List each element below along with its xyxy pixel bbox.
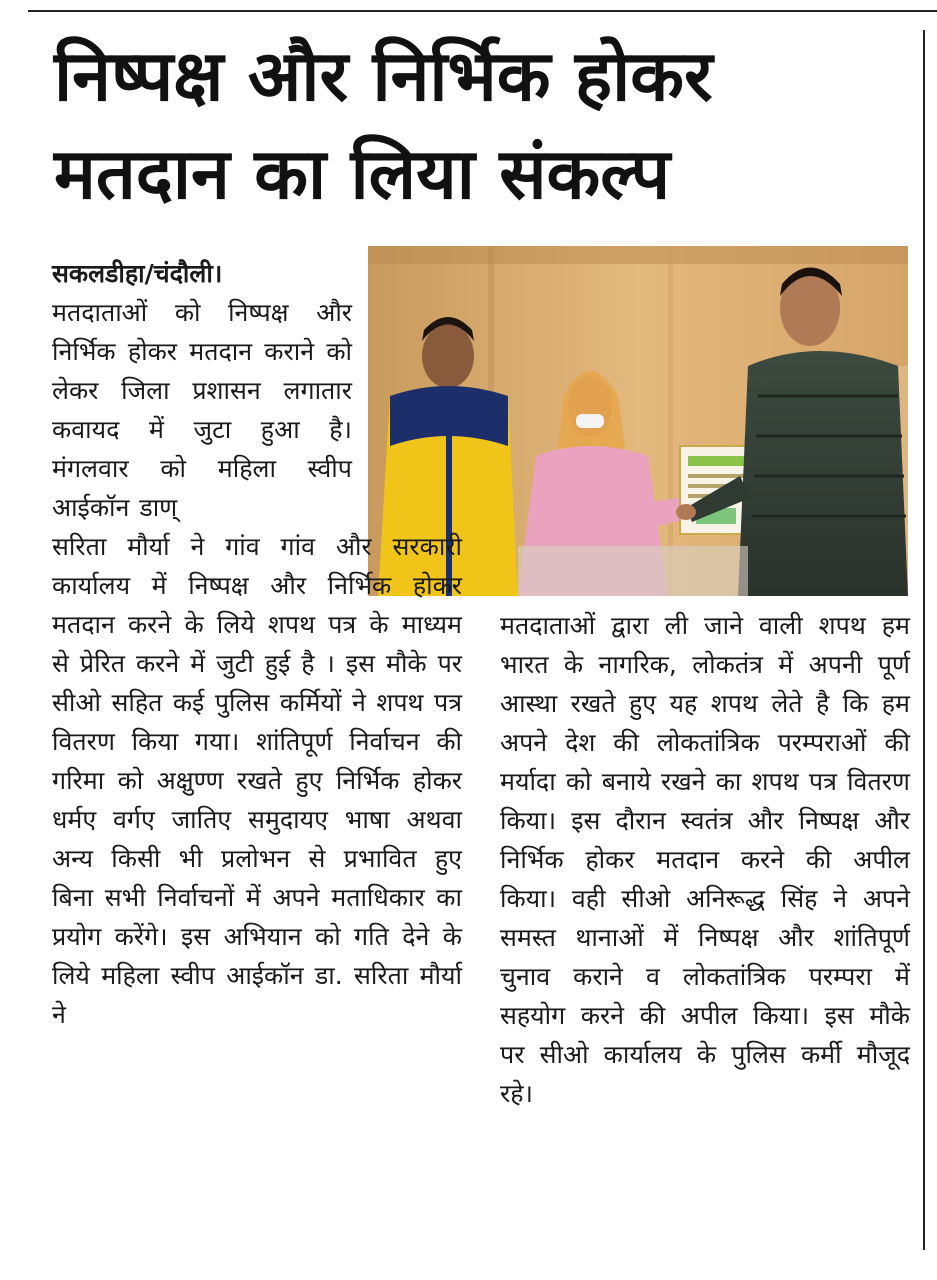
right-column-rule (923, 30, 925, 1250)
article-body-column-2: मतदाताओं द्वारा ली जाने वाली शपथ हम भारत के नागरिक, लोकतंत्र में अपनी पूर्ण आस्था रखते हुए यह शपथ लेते है कि हम अपने देश की लोकतांत्रिक परम्पराओं की मर्यादा को बनाये रखने का शपथ पत्र वितरण किया। इस दौरान स्वतंत्र और निष्पक्ष और निर्भिक होकर मतदान करने की अपील किया। वही सीओ अनिरूद्ध सिंह ने अपने समस्त थानाओं में निष्पक्ष और शांतिपूर्ण चुनाव कराने व लोकतांत्रिक परम्परा में सहयोग करने की अपील किया। इस मौके पर सीओ कार्यालय के पुलिस कर्मी मौजूद रहे। (500, 611, 910, 1108)
article-intro: मतदाताओं को निष्पक्ष और निर्भिक होकर मतदान कराने को लेकर जिला प्रशासन लगातार कवायद में जुटा हुआ है। मंगलवार को महिला स्वीप आईकॉन डाण् (52, 298, 352, 522)
article-column-1 (52, 254, 462, 1034)
article-column-2 (500, 606, 910, 1113)
article-body-column-1: सरिता मौर्या ने गांव गांव और सरकारी कार्यालय में निष्पक्ष और निर्भिक होकर मतदान करने के लिये शपथ पत्र के माध्यम से प्रेरित करने में जुटी हुई है । इस मौके पर सीओ सहित कई पुलिस कर्मियों ने शपथ पत्र वितरण किया गया। शांतिपूर्ण निर्वाचन की गरिमा को अक्षुण्ण रखते हुए निर्भिक होकर धर्मए वर्गए जातिए समुदायए भाषा अथवा अन्य किसी भी प्रलोभन से प्रभावित हुए बिना सभी निर्वाचनों में अपने मताधिकार का प्रयोग करेंगे। इस अभियान को गति देने के लिये महिला स्वीप आईकॉन डा. सरिता मौर्या ने (52, 532, 462, 1029)
top-rule (28, 10, 937, 12)
headline-line-1: निष्पक्ष और निर्भिक होकर (54, 35, 713, 117)
dateline: सकलडीहा/चंदौली। (52, 259, 223, 288)
headline-line-2: मतदान का लिया संकल्प (54, 133, 671, 215)
